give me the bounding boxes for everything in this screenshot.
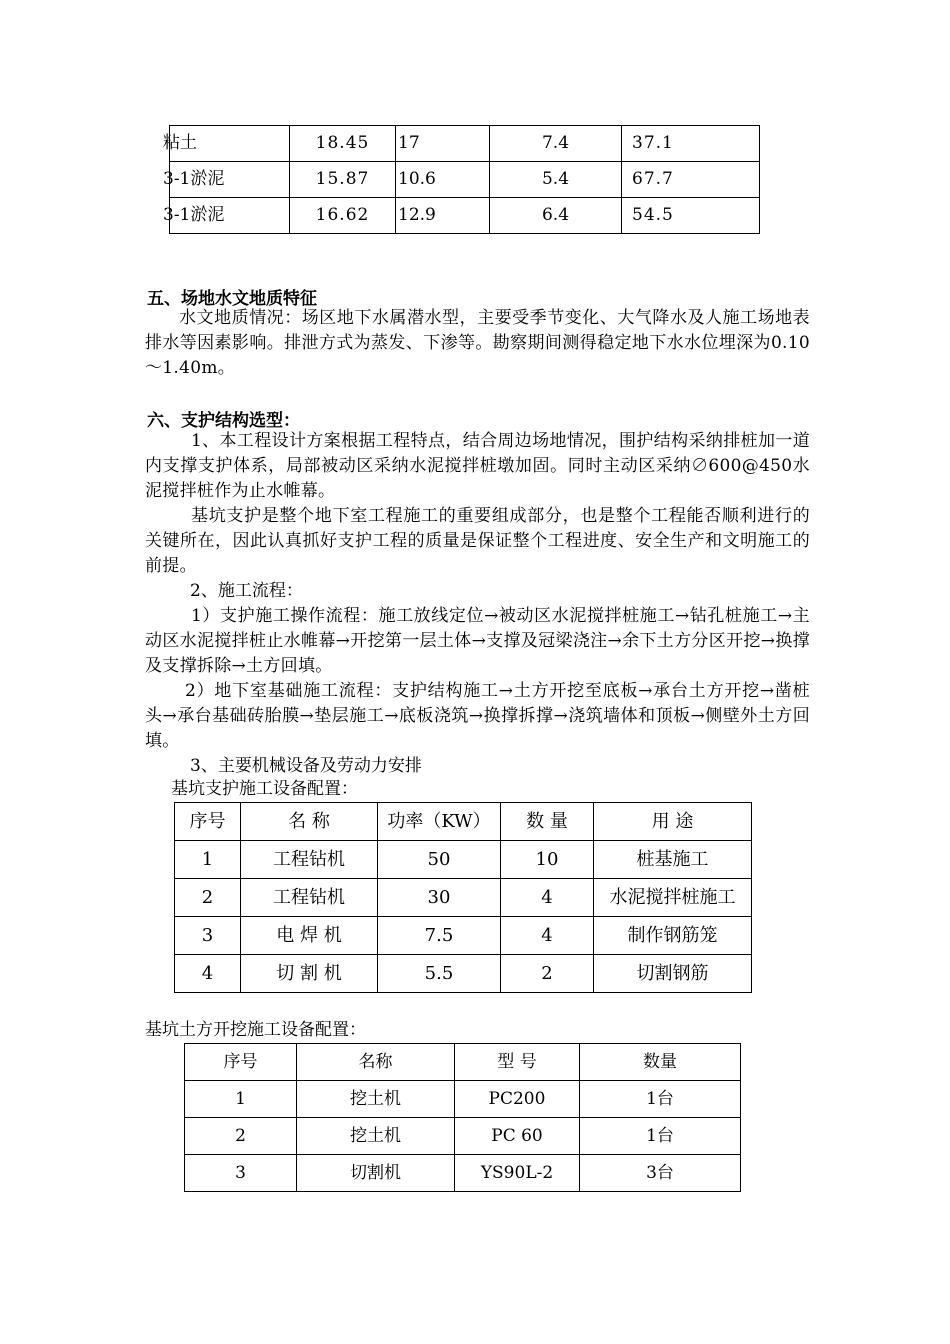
section-5-title: 五、场地水文地质特征 [147,289,317,309]
table-cell: 切割机 [297,1155,455,1192]
table-cell: 2 [501,955,594,993]
table-cell: PC 60 [455,1118,580,1155]
section-6-flow-2: 2）地下室基础施工流程：支护结构施工→土方开挖至底板→承台土方开挖→凿桩头→承台基础砖胎膜→垫层施工→底板浇筑→换撑拆撑→浇筑墙体和顶板→侧壁外土方回填。 [145,681,810,751]
table-header-row [175,803,752,841]
table-row [175,955,752,993]
table-row [170,126,760,162]
table-row [175,917,752,955]
table-cell: 2 [185,1118,297,1155]
column-header: 名称 [297,1044,455,1081]
table-cell: 工程钻机 [241,879,378,917]
table-cell: 3 [185,1155,297,1192]
column-header: 型 号 [455,1044,580,1081]
table-cell: 1 [185,1081,297,1118]
table-header-row [185,1044,741,1081]
table-cell: 挖土机 [297,1118,455,1155]
excavation-equipment-table [184,1043,741,1192]
table-cell: 制作钢筋笼 [594,917,752,955]
excavation-equipment-caption: 基坑土方开挖施工设备配置： [145,1020,366,1040]
table-row [170,198,760,234]
table-cell: 水泥搅拌桩施工 [594,879,752,917]
section-6-equipment-heading: 3、主要机械设备及劳动力安排 [190,756,422,776]
soil-name: 粘土 [163,133,197,153]
table-cell: 30 [378,879,501,917]
section-6-flow-1: 1）支护施工操作流程：施工放线定位→被动区水泥搅拌桩施工→钻孔桩施工→主动区水泥搅拌桩止水帷幕→开挖第一层土体→支撑及冠梁浇注→余下土方分区开挖→换撑及支撑拆除→土方回填。 [145,606,810,676]
table-cell: 67.7 [622,162,760,198]
table-cell: 4 [501,879,594,917]
section-5-paragraph: 水文地质情况：场区地下水属潜水型，主要受季节变化、大气降水及人施工场地表排水等因素影响。排泄方式为蒸发、下渗等。勘察期间测得稳定地下水水位埋深为0.10～1.40m。 [145,308,810,378]
support-equipment-table [174,802,752,993]
table-cell: 电 焊 机 [241,917,378,955]
column-header: 功率（KW） [378,803,501,841]
soil-parameter-table [163,125,760,234]
table-cell: 18.45 [290,126,396,162]
table-cell: 10 [501,841,594,879]
section-6-flow-heading: 2、施工流程： [190,581,303,601]
section-6-title: 六、支护结构选型： [147,411,300,431]
column-header: 数 量 [501,803,594,841]
table-cell: 50 [378,841,501,879]
table-cell: 3 [175,917,241,955]
table-row [175,841,752,879]
table-cell: 工程钻机 [241,841,378,879]
table-cell: 6.4 [490,198,622,234]
table-cell: 1 [175,841,241,879]
table-cell: 3台 [580,1155,741,1192]
table-cell: 15.87 [290,162,396,198]
column-header: 用 途 [594,803,752,841]
table-row [185,1155,741,1192]
column-header: 序号 [185,1044,297,1081]
table-cell: 5.4 [490,162,622,198]
table-row [170,162,760,198]
table-cell: 5.5 [378,955,501,993]
soil-name: 3-1淤泥 [163,169,225,189]
section-6-paragraph-1: 1、本工程设计方案根据工程特点，结合周边场地情况，围护结构采纳排桩加一道内支撑支护体系，局部被动区采纳水泥搅拌桩墩加固。同时主动区采纳∅600@450水泥搅拌桩作为止水帷幕。 [145,431,810,501]
table-cell: 1台 [580,1118,741,1155]
table-cell: 4 [175,955,241,993]
support-equipment-caption: 基坑支护施工设备配置： [171,779,358,799]
table-cell: 4 [501,917,594,955]
column-header: 数量 [580,1044,741,1081]
table-cell: 10.6 [396,162,490,198]
table-row [185,1081,741,1118]
section-6-paragraph-2: 基坑支护是整个地下室工程施工的重要组成部分，也是整个工程能否顺利进行的关键所在，因此认真抓好支护工程的质量是保证整个工程进度、安全生产和文明施工的前提。 [145,506,810,576]
table-cell: 切割钢筋 [594,955,752,993]
table-cell: 7.5 [378,917,501,955]
table-row [175,879,752,917]
soil-name: 3-1淤泥 [163,205,225,225]
table-cell: 挖土机 [297,1081,455,1118]
table-cell: YS90L-2 [455,1155,580,1192]
table-cell: 桩基施工 [594,841,752,879]
table-cell: 2 [175,879,241,917]
column-header: 名 称 [241,803,378,841]
table-cell: 切 割 机 [241,955,378,993]
table-cell: 12.9 [396,198,490,234]
table-cell: 17 [396,126,490,162]
table-cell: 1台 [580,1081,741,1118]
table-cell: 16.62 [290,198,396,234]
table-row [185,1118,741,1155]
table-cell: 54.5 [622,198,760,234]
table-cell: 37.1 [622,126,760,162]
table-cell: 7.4 [490,126,622,162]
table-cell: PC200 [455,1081,580,1118]
column-header: 序号 [175,803,241,841]
